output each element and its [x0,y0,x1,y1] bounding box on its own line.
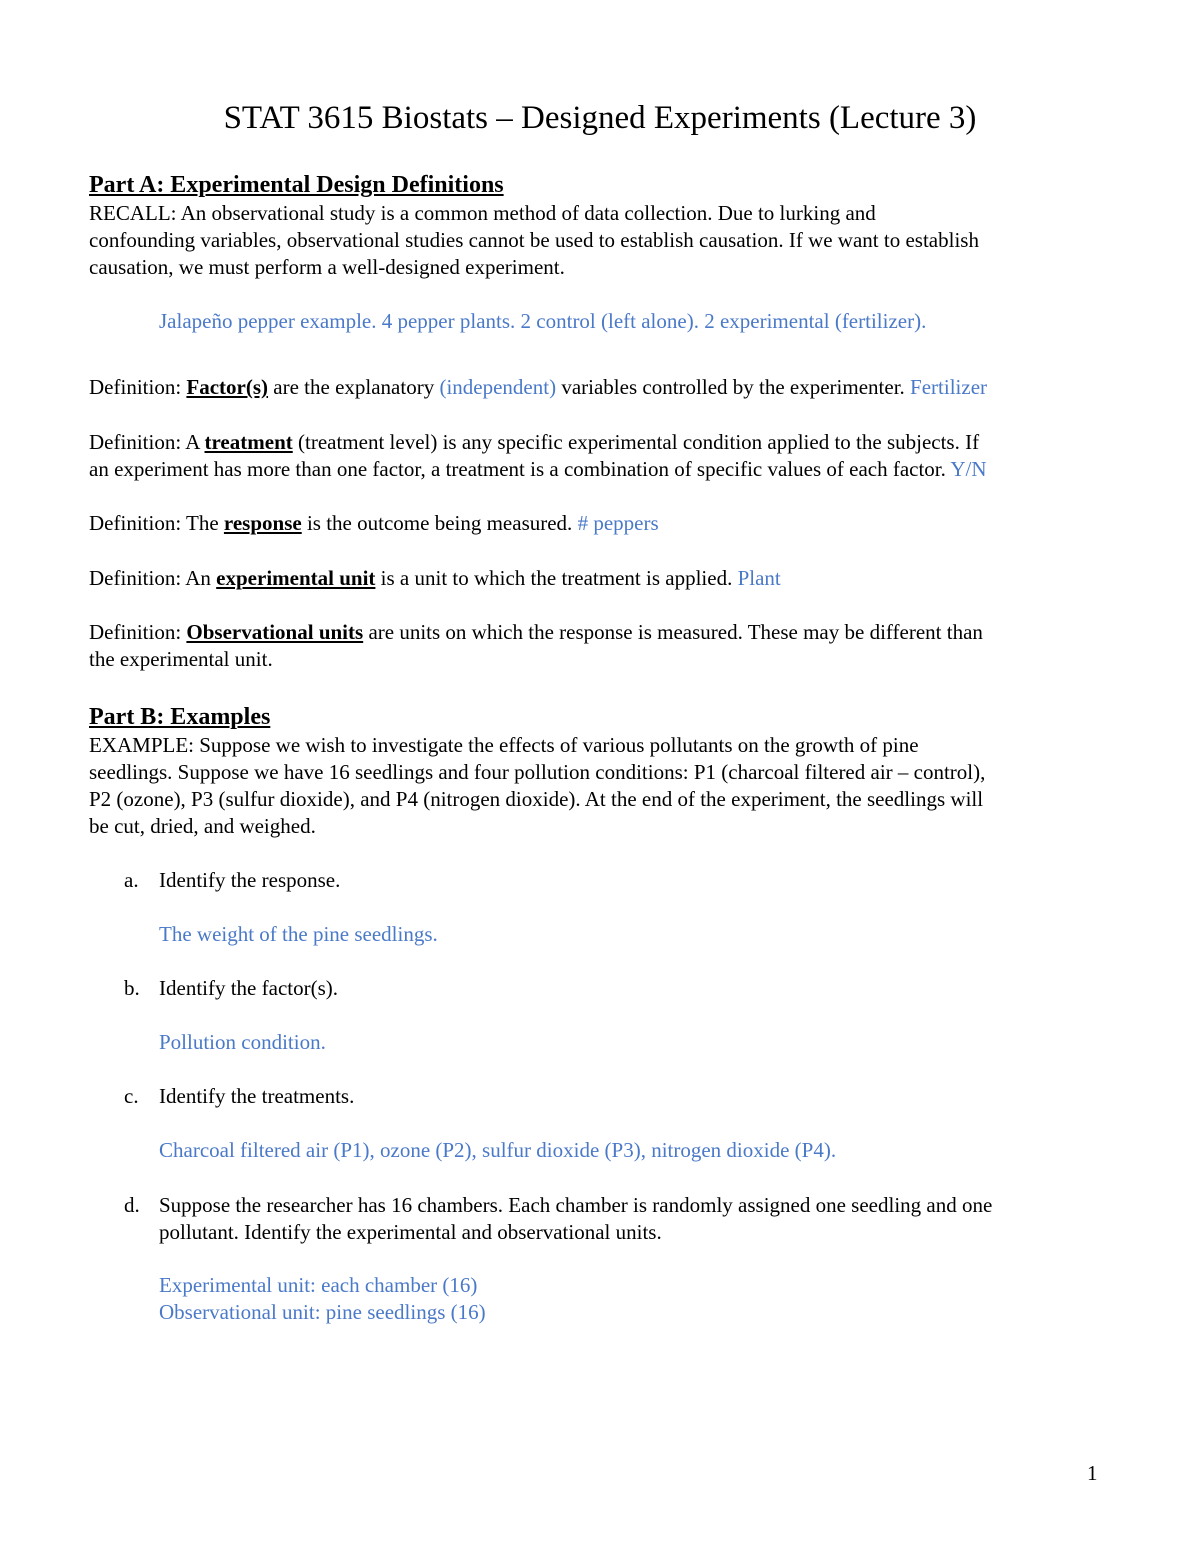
recall-line: causation, we must perform a well-designed experiment. [89,255,565,279]
item-marker: d. [124,1193,140,1217]
definition-text: variables controlled by the experimenter. [556,375,911,399]
definition-prefix: Definition: An [89,566,217,590]
answer-line: Observational unit: pine seedlings (16) [159,1300,486,1324]
definition-line [89,619,1119,646]
answer-a: The weight of the pine seedlings. [159,922,438,946]
question-text: Identify the factor(s). [159,976,339,1000]
definition-prefix: Definition: A [89,430,205,454]
example-line: be cut, dried, and weighed. [89,814,316,838]
term-experimental-unit: experimental unit [216,566,376,590]
answer-line: Experimental unit: each chamber (16) [159,1273,478,1297]
answer-c: Charcoal filtered air (P1), ozone (P2), sulfur dioxide (P3), nitrogen dioxide (P4). [159,1138,837,1162]
definition-experimental-unit [89,565,1119,592]
term-treatment: treatment [204,430,293,454]
annotation-answer: Fertilizer [910,375,988,399]
jalapeno-example-note: Jalapeño pepper example. 4 pepper plants. 2 control (left alone). 2 experimental (fertilizer). [159,309,927,333]
term-observational-units: Observational units [186,620,364,644]
definition-text: is the outcome being measured. [301,511,578,535]
question-item-d [89,1192,1119,1246]
definition-prefix: Definition: [89,375,187,399]
recall-paragraph [89,200,1119,281]
page-title: STAT 3615 Biostats – Designed Experiments (Lecture 3) [223,100,977,136]
definition-line: the experimental unit. [89,647,273,671]
question-text: Identify the treatments. [159,1084,355,1108]
definition-factor [89,374,1119,401]
definition-text: are units on which the response is measured. These may be different than [363,620,983,644]
definition-prefix: Definition: The [89,511,224,535]
part-a-heading: Part A: Experimental Design Definitions [89,172,504,198]
example-paragraph [89,732,1119,840]
recall-line: confounding variables, observational studies cannot be used to establish causation. If we want to establish [89,228,979,252]
part-b-heading: Part B: Examples [89,704,271,730]
definition-prefix: Definition: [89,620,187,644]
term-response: response [223,511,302,535]
answer-d [159,1272,1119,1326]
definition-response [89,510,1119,537]
question-text [159,1192,1119,1246]
example-line: seedlings. Suppose we have 16 seedlings and four pollution conditions: P1 (charcoal filtered air – control), [89,760,986,784]
item-marker: b. [124,976,140,1000]
definition-text: an experiment has more than one factor, a treatment is a combination of specific values of each factor. [89,457,951,481]
question-text: Identify the response. [159,868,341,892]
question-line: Suppose the researcher has 16 chambers. Each chamber is randomly assigned one seedling and one [159,1193,993,1217]
annotation-answer: Y/N [950,457,987,481]
definition-text: (treatment level) is any specific experimental condition applied to the subjects. If [292,430,980,454]
definition-line [89,429,1119,456]
item-marker: c. [124,1084,139,1108]
recall-line: RECALL: An observational study is a common method of data collection. Due to lurking and [89,201,876,225]
annotation-answer: # peppers [577,511,659,535]
example-line: EXAMPLE: Suppose we wish to investigate the effects of various pollutants on the growth of pine [89,733,919,757]
definition-text: are the explanatory [268,375,440,399]
term-factor: Factor(s) [186,375,269,399]
definition-line [89,456,1119,483]
definition-observational-units [89,619,1119,673]
annotation-independent: (independent) [439,375,557,399]
annotation-answer: Plant [737,566,781,590]
item-marker: a. [124,868,139,892]
answer-b: Pollution condition. [159,1030,326,1054]
definition-treatment [89,429,1119,483]
definition-text: is a unit to which the treatment is applied. [375,566,738,590]
example-line: P2 (ozone), P3 (sulfur dioxide), and P4 (nitrogen dioxide). At the end of the experiment, the seedlings will [89,787,984,811]
page-number: 1 [1087,1461,1098,1485]
question-line: pollutant. Identify the experimental and observational units. [159,1220,662,1244]
